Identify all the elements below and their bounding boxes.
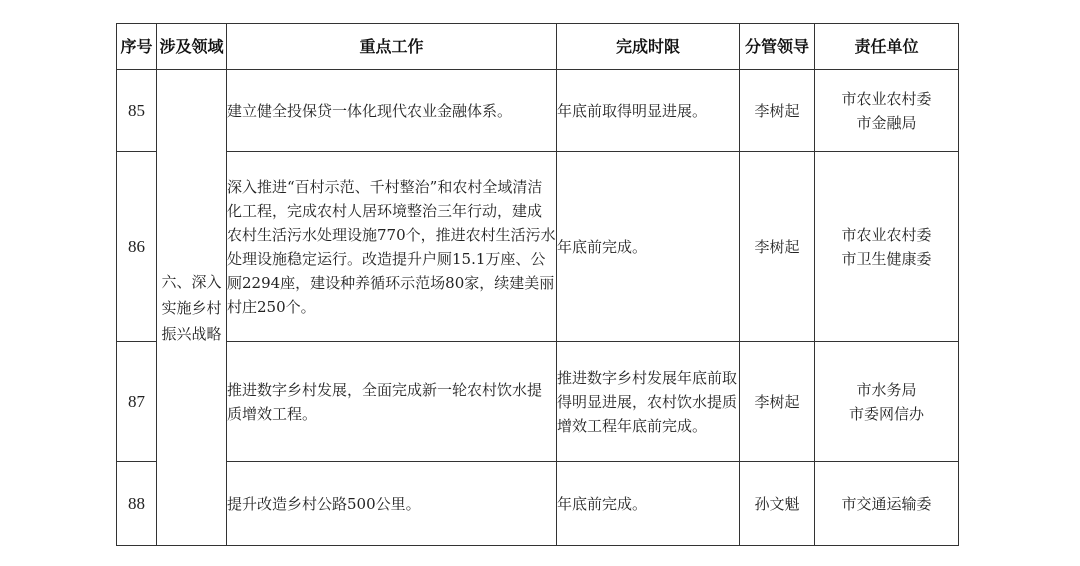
header-deadline: 完成时限 — [557, 24, 740, 70]
leader-cell: 孙文魁 — [740, 462, 815, 546]
table-row — [117, 462, 959, 546]
unit-name: 市卫生健康委 — [841, 249, 932, 268]
unit-name: 市交通运输委 — [841, 494, 932, 513]
deadline-cell: 年底前完成。 — [557, 152, 740, 342]
deadline-cell: 年底前取得明显进展。 — [557, 70, 740, 152]
header-key-work: 重点工作 — [227, 24, 557, 70]
unit-cell — [815, 342, 959, 462]
deadline-cell: 年底前完成。 — [557, 462, 740, 546]
deadline-cell: 推进数字乡村发展年底前取得明显进展，农村饮水提质增效工程年底前完成。 — [557, 342, 740, 462]
unit-cell — [815, 152, 959, 342]
key-work-cell: 深入推进“百村示范、千村整治”和农村全域清洁化工程，完成农村人居环境整治三年行动，建成农村生活污水处理设施770个，推进农村生活污水处理设施稳定运行。改造提升户厕15.1万座、公厕2294座，建设种养循环示范场80家，续建美丽村庄250个。 — [227, 152, 557, 342]
unit-name: 市农业农村委 — [841, 225, 932, 244]
unit-cell — [815, 462, 959, 546]
unit-name: 市金融局 — [856, 113, 917, 132]
leader-cell: 李树起 — [740, 152, 815, 342]
key-work-cell: 推进数字乡村发展，全面完成新一轮农村饮水提质增效工程。 — [227, 342, 557, 462]
header-row — [117, 24, 959, 70]
header-field: 涉及领域 — [157, 24, 227, 70]
header-unit: 责任单位 — [815, 24, 959, 70]
row-seq: 87 — [117, 342, 157, 462]
row-seq: 88 — [117, 462, 157, 546]
unit-name: 市委网信办 — [848, 404, 924, 423]
row-seq: 85 — [117, 70, 157, 152]
unit-name: 市农业农村委 — [841, 89, 932, 108]
table-row — [117, 152, 959, 342]
header-seq: 序号 — [117, 24, 157, 70]
table-row — [117, 70, 959, 152]
key-work-cell: 建立健全投保贷一体化现代农业金融体系。 — [227, 70, 557, 152]
unit-cell — [815, 70, 959, 152]
field-cell: 六、深入实施乡村振兴战略 — [157, 70, 227, 546]
leader-cell: 李树起 — [740, 342, 815, 462]
row-seq: 86 — [117, 152, 157, 342]
key-work-cell: 提升改造乡村公路500公里。 — [227, 462, 557, 546]
work-plan-table — [116, 23, 959, 546]
table-row — [117, 342, 959, 462]
header-leader: 分管领导 — [740, 24, 815, 70]
leader-cell: 李树起 — [740, 70, 815, 152]
unit-name: 市水务局 — [856, 380, 917, 399]
